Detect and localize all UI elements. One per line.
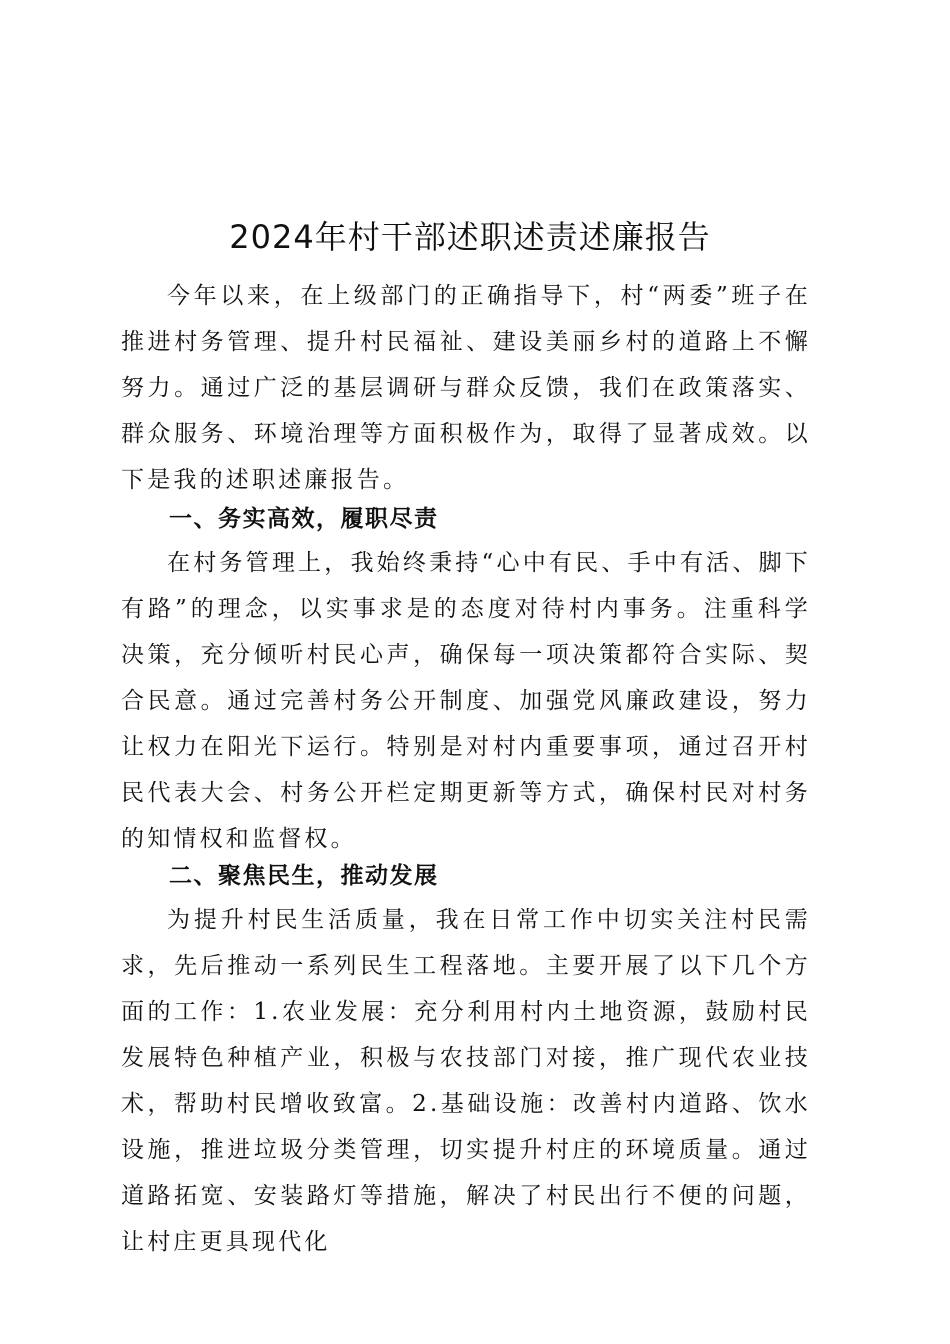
- document-title: 2024年村干部述职述责述廉报告: [229, 218, 711, 256]
- intro-paragraph: 今年以来，在上级部门的正确指导下，村“两委”班子在推进村务管理、提升村民福祉、建设美丽乡村的道路上不懈努力。通过广泛的基层调研与群众反馈，我们在政策落实、群众服务、环境治理等方面积极作为，取得了显著成效。以下是我的述职述廉报告。: [121, 283, 811, 493]
- section-heading-1: 一、务实高效，履职尽责: [169, 506, 439, 532]
- section-paragraph-2: 为提升村民生活质量，我在日常工作中切实关注村民需求，先后推动一系列民生工程落地。主要开展了以下几个方面的工作：1.农业发展：充分利用村内土地资源，鼓励村民发展特色种植产业，积极与农技部门对接，推广现代农业技术，帮助村民增收致富。2.基础设施：改善村内道路、饮水设施，推进垃圾分类管理，切实提升村庄的环境质量。通过道路拓宽、安装路灯等措施，解决了村民出行不便的问题，让村庄更具现代化: [121, 907, 811, 1255]
- section-paragraph-1: 在村务管理上，我始终秉持“心中有民、手中有活、脚下有路”的理念，以实事求是的态度对待村内事务。注重科学决策，充分倾听村民心声，确保每一项决策都符合实际、契合民意。通过完善村务公开制度、加强党风廉政建设，努力让权力在阳光下运行。特别是对村内重要事项，通过召开村民代表大会、村务公开栏定期更新等方式，确保村民对村务的知情权和监督权。: [121, 550, 811, 852]
- section-heading-2: 二、聚焦民生，推动发展: [169, 863, 439, 889]
